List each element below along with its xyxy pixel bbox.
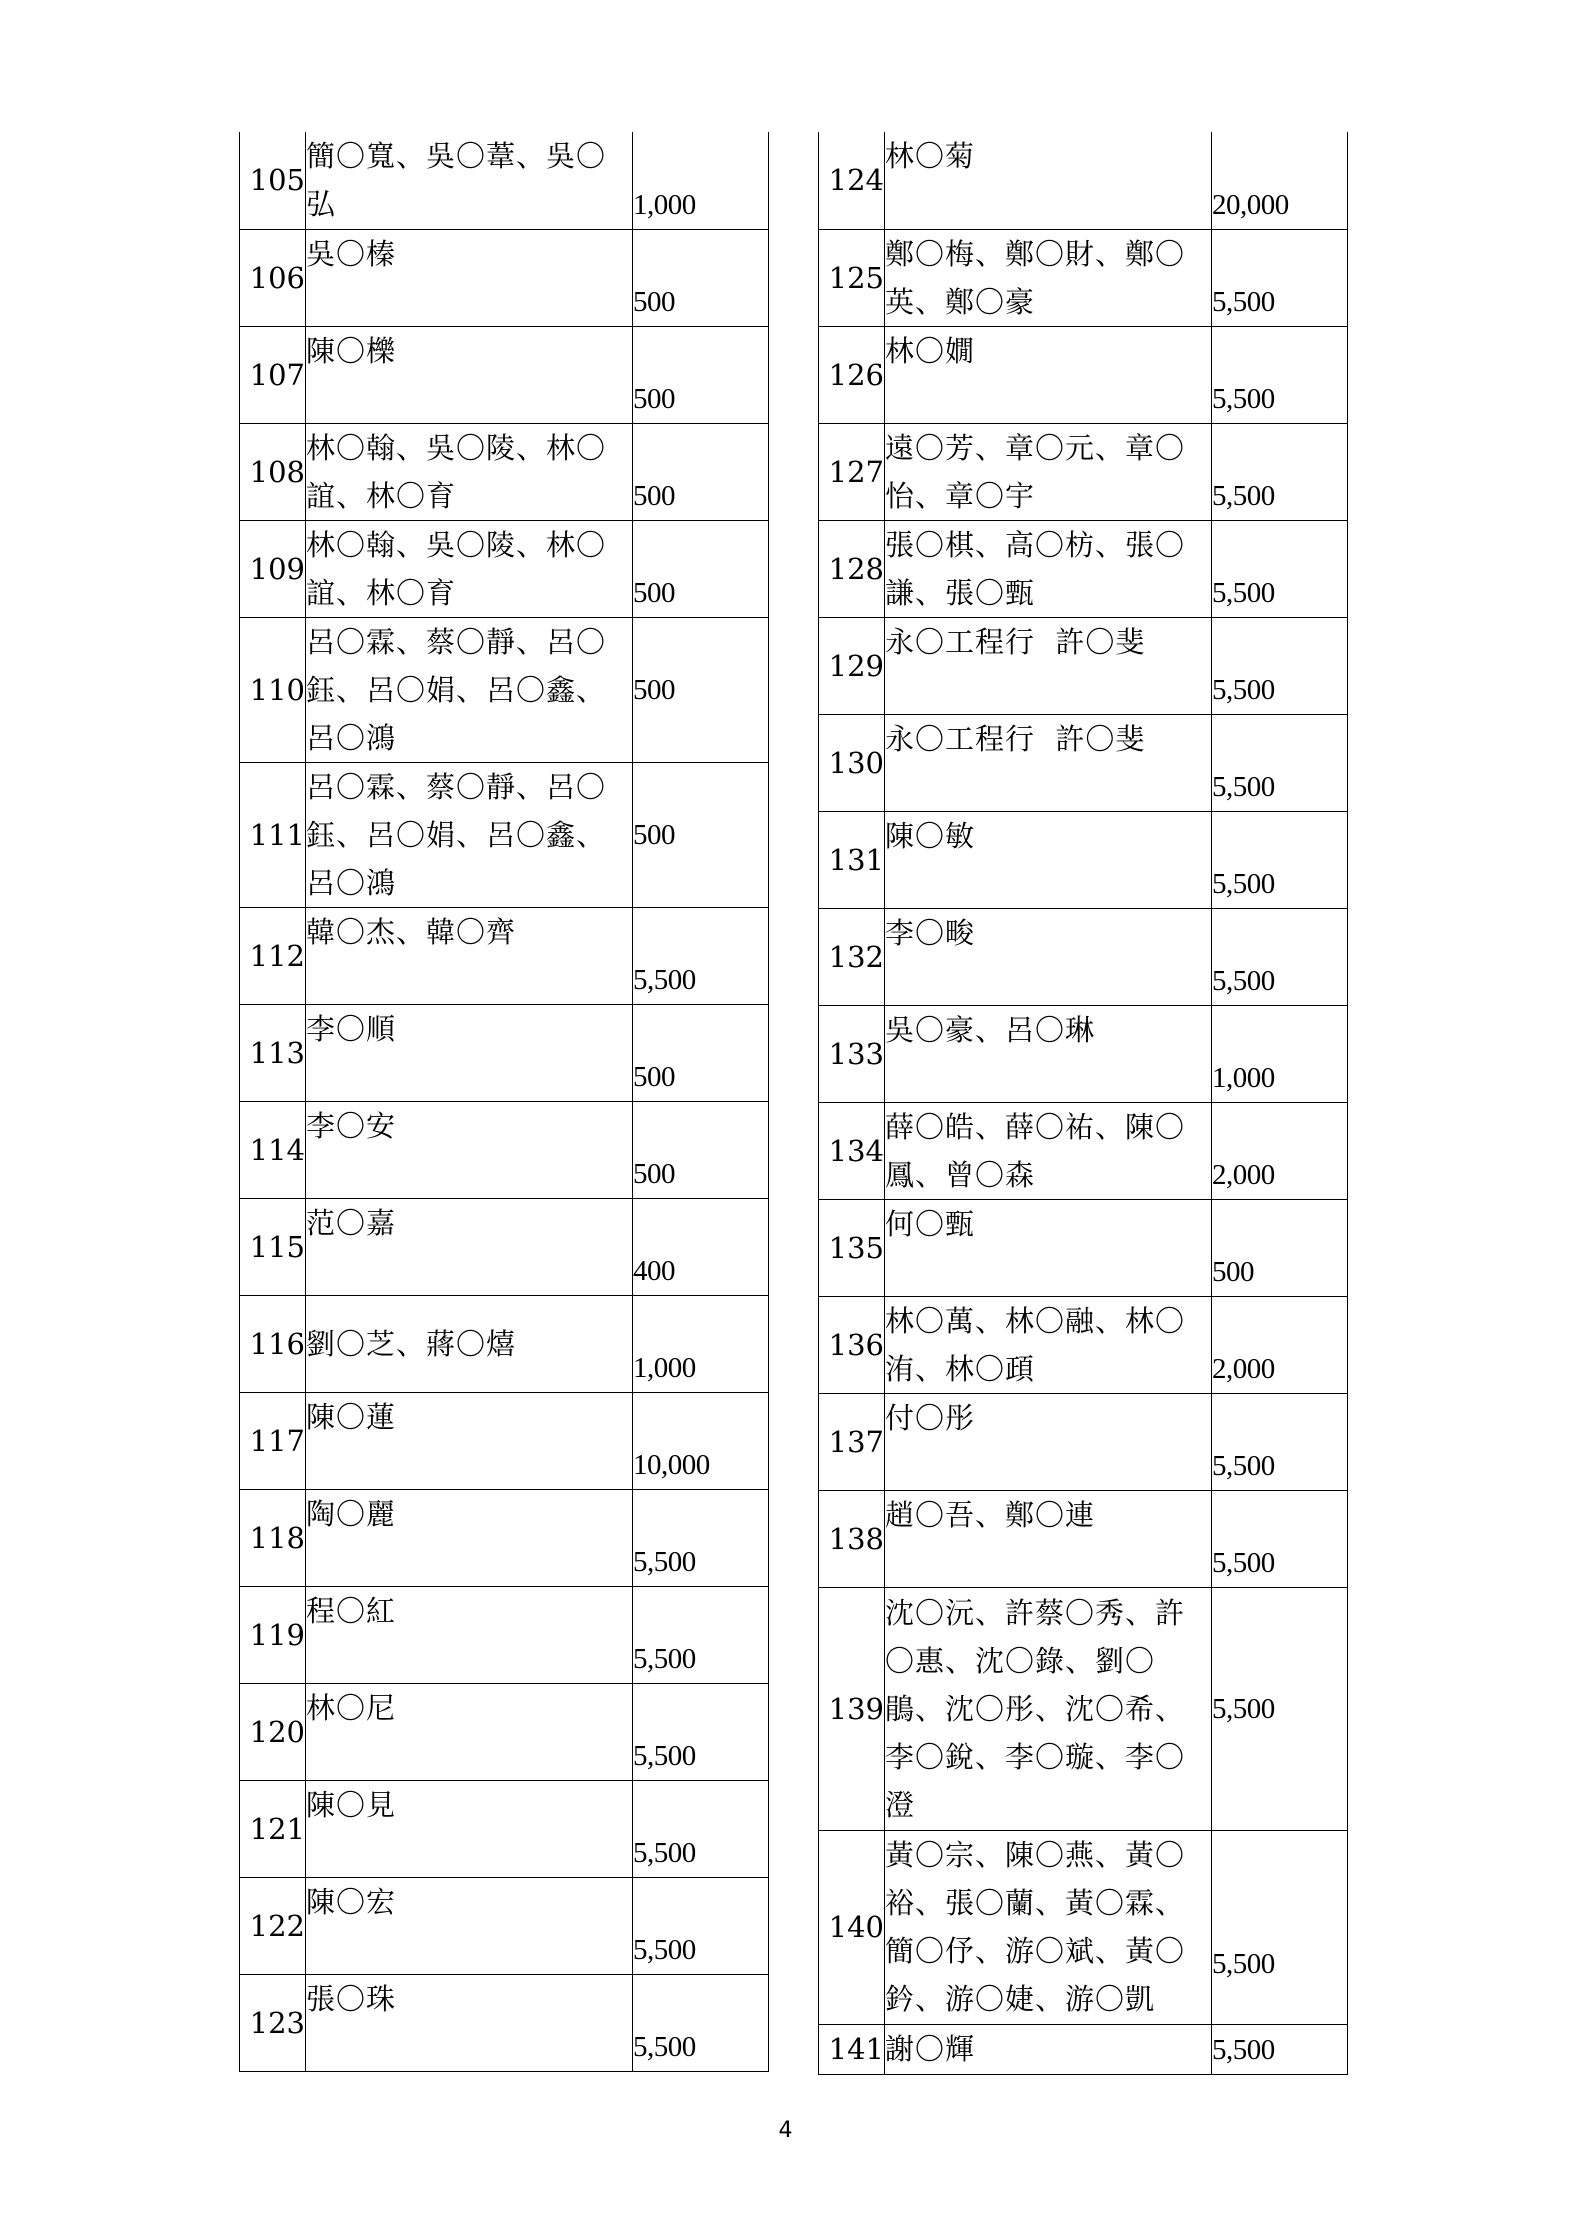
donation-amount <box>633 423 769 520</box>
table-row <box>819 520 1348 617</box>
donor-names-text: 李〇安 <box>306 1108 397 1143</box>
donation-amount <box>633 326 769 423</box>
donation-amount <box>633 907 769 1004</box>
donation-amount-text: 1,000 <box>633 1351 696 1384</box>
table-row <box>240 1780 769 1877</box>
table-row <box>240 1489 769 1586</box>
donor-names <box>306 907 633 1004</box>
donor-names <box>885 811 1212 908</box>
row-number: 128 <box>819 520 885 617</box>
row-number: 125 <box>819 229 885 326</box>
row-number: 127 <box>819 423 885 520</box>
donor-names <box>885 1830 1212 2024</box>
donor-names-text: 吳〇豪、呂〇琳 <box>885 1012 1096 1047</box>
donor-names <box>885 132 1212 229</box>
table-row <box>240 1295 769 1392</box>
donor-names-text: 程〇紅 <box>306 1593 397 1628</box>
donation-amount-text: 5,500 <box>1212 1449 1275 1482</box>
donor-names <box>306 1877 633 1974</box>
table-row <box>240 1683 769 1780</box>
donation-amount-text: 500 <box>633 1060 675 1093</box>
row-number: 122 <box>240 1877 306 1974</box>
row-number: 123 <box>240 1974 306 2071</box>
donation-amount-text: 5,500 <box>1212 2033 1275 2066</box>
donor-names <box>885 1587 1212 1830</box>
donor-names <box>885 617 1212 714</box>
table-row <box>819 1490 1348 1587</box>
donation-amount <box>633 1780 769 1877</box>
row-number: 131 <box>819 811 885 908</box>
donor-names <box>306 1004 633 1101</box>
donor-table-right <box>818 132 1348 2075</box>
donor-names <box>885 520 1212 617</box>
donation-amount-text: 2,000 <box>1212 1352 1275 1385</box>
row-number: 120 <box>240 1683 306 1780</box>
table-row <box>819 1199 1348 1296</box>
table-row <box>819 132 1348 229</box>
donor-names-text: 呂〇霖、蔡〇靜、呂〇 鈺、呂〇娟、呂〇鑫、 呂〇鴻 <box>306 624 607 755</box>
donation-amount-text: 5,500 <box>1212 479 1275 512</box>
donor-names-text: 陳〇敏 <box>885 818 976 853</box>
donation-amount-text: 5,500 <box>633 2030 696 2063</box>
donation-amount-text: 5,500 <box>633 1836 696 1869</box>
donation-amount-text: 500 <box>633 479 675 512</box>
donation-amount-text: 400 <box>633 1254 675 1287</box>
donation-amount-text: 5,500 <box>1212 1546 1275 1579</box>
donation-amount <box>633 1586 769 1683</box>
table-row <box>819 908 1348 1005</box>
donor-names-text: 陳〇蓮 <box>306 1399 397 1434</box>
donor-names-text: 韓〇杰、韓〇齊 <box>306 914 517 949</box>
donation-amount <box>633 1683 769 1780</box>
row-number: 114 <box>240 1101 306 1198</box>
donor-names-text: 林〇菊 <box>885 139 976 173</box>
donation-amount-text: 5,500 <box>633 963 696 996</box>
donation-amount-text: 5,500 <box>1212 1947 1275 1980</box>
donation-amount <box>1212 714 1348 811</box>
donation-amount <box>633 1877 769 1974</box>
donation-amount <box>1212 1296 1348 1393</box>
donation-amount <box>1212 1490 1348 1587</box>
donation-amount-text: 5,500 <box>1212 382 1275 415</box>
donation-amount-text: 5,500 <box>1212 1693 1275 1725</box>
donation-amount <box>1212 908 1348 1005</box>
donor-names <box>885 1199 1212 1296</box>
row-number: 121 <box>240 1780 306 1877</box>
donation-amount-text: 5,500 <box>1212 576 1275 609</box>
row-number: 130 <box>819 714 885 811</box>
row-number: 111 <box>240 762 306 907</box>
table-row <box>819 1102 1348 1199</box>
row-number: 107 <box>240 326 306 423</box>
donor-table-left <box>239 132 769 2072</box>
table-row <box>240 1586 769 1683</box>
donation-amount-text: 5,500 <box>1212 673 1275 706</box>
donor-names-text: 陳〇見 <box>306 1787 397 1822</box>
donation-amount-text: 500 <box>633 819 675 851</box>
donor-names <box>885 1296 1212 1393</box>
donation-amount <box>1212 1393 1348 1490</box>
donation-amount <box>1212 811 1348 908</box>
donor-names-text: 李〇畯 <box>885 915 976 950</box>
table-row <box>240 907 769 1004</box>
row-number: 138 <box>819 1490 885 1587</box>
donation-amount <box>633 762 769 907</box>
donation-amount-text: 5,500 <box>633 1545 696 1578</box>
table-row <box>819 714 1348 811</box>
donor-names-text: 黃〇宗、陳〇燕、黃〇 裕、張〇蘭、黃〇霖、 簡〇伃、游〇斌、黃〇 鈐、游〇婕、游〇凱 <box>885 1838 1186 2016</box>
table-row <box>819 326 1348 423</box>
donor-names <box>306 1198 633 1295</box>
donor-names-text: 永〇工程行 許〇斐 <box>885 624 1146 659</box>
donation-amount-text: 20,000 <box>1212 188 1289 221</box>
donor-names <box>306 1392 633 1489</box>
donor-names <box>885 908 1212 1005</box>
donation-amount-text: 2,000 <box>1212 1158 1275 1191</box>
donation-amount-text: 500 <box>633 382 675 415</box>
donation-amount <box>633 229 769 326</box>
donor-names <box>885 1102 1212 1199</box>
table-row <box>240 520 769 617</box>
donor-names-text: 何〇甄 <box>885 1206 976 1241</box>
row-number: 113 <box>240 1004 306 1101</box>
donation-amount-text: 5,500 <box>1212 770 1275 803</box>
table-row <box>819 423 1348 520</box>
donor-names <box>306 326 633 423</box>
donor-names-text: 林〇尼 <box>306 1690 397 1725</box>
row-number: 108 <box>240 423 306 520</box>
donation-amount-text: 5,500 <box>633 1739 696 1772</box>
table-row <box>240 1004 769 1101</box>
row-number: 124 <box>819 132 885 229</box>
donor-names <box>885 1005 1212 1102</box>
table-row <box>240 326 769 423</box>
table-row <box>819 1587 1348 1830</box>
row-number: 135 <box>819 1199 885 1296</box>
donor-names <box>306 132 633 229</box>
table-row <box>240 1392 769 1489</box>
donor-names-text: 薛〇皓、薛〇祐、陳〇 鳳、曾〇森 <box>885 1109 1186 1192</box>
donation-amount-text: 5,500 <box>1212 285 1275 318</box>
donor-names-text: 李〇順 <box>306 1011 397 1046</box>
table-row <box>819 229 1348 326</box>
donor-names <box>306 520 633 617</box>
donor-names-text: 陳〇宏 <box>306 1884 397 1919</box>
donation-amount <box>1212 617 1348 714</box>
donor-names-text: 陶〇麗 <box>306 1496 397 1531</box>
donor-names <box>306 1295 633 1392</box>
donor-names <box>306 1489 633 1586</box>
donor-names-text: 林〇翰、吳〇陵、林〇 誼、林〇育 <box>306 430 607 513</box>
donation-amount-text: 5,500 <box>633 1933 696 1966</box>
donor-names <box>306 617 633 762</box>
donor-names <box>885 229 1212 326</box>
donation-amount <box>1212 326 1348 423</box>
table-row <box>819 1296 1348 1393</box>
table-row <box>819 1830 1348 2024</box>
donation-amount-text: 10,000 <box>633 1448 710 1481</box>
donation-amount <box>1212 229 1348 326</box>
donor-names <box>885 714 1212 811</box>
donor-names-text: 呂〇霖、蔡〇靜、呂〇 鈺、呂〇娟、呂〇鑫、 呂〇鴻 <box>306 769 607 900</box>
donation-amount <box>1212 1587 1348 1830</box>
donor-names-text: 劉〇芝、蔣〇熺 <box>306 1326 517 1361</box>
table-row <box>240 1974 769 2071</box>
donor-names-text: 永〇工程行 許〇斐 <box>885 721 1146 756</box>
donation-amount <box>633 1392 769 1489</box>
table-row <box>819 617 1348 714</box>
donor-names <box>306 1974 633 2071</box>
row-number: 116 <box>240 1295 306 1392</box>
table-row <box>240 132 769 229</box>
table-row <box>240 229 769 326</box>
donor-names-text: 沈〇沅、許蔡〇秀、許 〇惠、沈〇錄、劉〇 鵑、沈〇彤、沈〇希、 李〇銳、李〇璇、李〇 澄 <box>885 1595 1186 1822</box>
donation-amount <box>1212 423 1348 520</box>
donor-names <box>306 762 633 907</box>
donor-names-text: 吳〇榛 <box>306 236 397 271</box>
table-row <box>240 1198 769 1295</box>
donor-names-text: 張〇珠 <box>306 1981 397 2016</box>
donor-names <box>306 1780 633 1877</box>
table-row <box>240 617 769 762</box>
donation-amount <box>633 617 769 762</box>
row-number: 109 <box>240 520 306 617</box>
table-row <box>240 1877 769 1974</box>
donation-amount <box>1212 132 1348 229</box>
donation-amount <box>633 1004 769 1101</box>
row-number: 134 <box>819 1102 885 1199</box>
donation-amount-text: 500 <box>633 576 675 609</box>
donation-amount <box>633 520 769 617</box>
donation-amount-text: 500 <box>633 285 675 318</box>
donor-names-text: 陳〇櫟 <box>306 333 397 368</box>
row-number: 126 <box>819 326 885 423</box>
donor-names-text: 張〇棋、高〇枋、張〇 謙、張〇甄 <box>885 527 1186 610</box>
row-number: 105 <box>240 132 306 229</box>
donor-names <box>306 1683 633 1780</box>
donor-names-text: 謝〇輝 <box>885 2032 976 2066</box>
donor-names <box>306 1586 633 1683</box>
table-row <box>819 2024 1348 2074</box>
donor-names <box>885 1393 1212 1490</box>
row-number: 133 <box>819 1005 885 1102</box>
donation-amount-text: 5,500 <box>1212 867 1275 900</box>
table-row <box>819 1005 1348 1102</box>
row-number: 129 <box>819 617 885 714</box>
donation-amount <box>633 132 769 229</box>
donor-names-text: 付〇彤 <box>885 1400 976 1435</box>
donor-names <box>306 229 633 326</box>
row-number: 115 <box>240 1198 306 1295</box>
donor-names-text: 林〇萬、林〇融、林〇 洧、林〇頙 <box>885 1303 1186 1386</box>
row-number: 136 <box>819 1296 885 1393</box>
donor-names-text: 趙〇吾、鄭〇連 <box>885 1497 1096 1532</box>
donation-amount-text: 5,500 <box>633 1642 696 1675</box>
donor-names <box>885 423 1212 520</box>
row-number: 141 <box>819 2024 885 2074</box>
row-number: 106 <box>240 229 306 326</box>
donation-amount <box>633 1198 769 1295</box>
donation-amount-text: 500 <box>1212 1255 1254 1288</box>
row-number: 140 <box>819 1830 885 2024</box>
donation-amount <box>1212 1199 1348 1296</box>
donation-amount-text: 5,500 <box>1212 964 1275 997</box>
donor-names <box>306 1101 633 1198</box>
donor-names <box>306 423 633 520</box>
donation-amount <box>1212 520 1348 617</box>
table-row <box>819 1393 1348 1490</box>
donation-amount <box>1212 1005 1348 1102</box>
row-number: 110 <box>240 617 306 762</box>
donation-amount <box>633 1101 769 1198</box>
table-row <box>240 762 769 907</box>
donation-amount <box>1212 1830 1348 2024</box>
donor-names-text: 簡〇寬、吳〇葦、吳〇 弘 <box>306 139 607 222</box>
table-row <box>240 1101 769 1198</box>
row-number: 137 <box>819 1393 885 1490</box>
table-row <box>819 811 1348 908</box>
donation-amount-text: 500 <box>633 674 675 706</box>
page-number: 4 <box>778 2118 793 2143</box>
donation-amount-text: 500 <box>633 1157 675 1190</box>
donor-names <box>885 326 1212 423</box>
donor-names-text: 遠〇芳、章〇元、章〇 怡、章〇宇 <box>885 430 1186 513</box>
donor-names <box>885 2024 1212 2074</box>
donation-amount <box>633 1974 769 2071</box>
row-number: 112 <box>240 907 306 1004</box>
row-number: 132 <box>819 908 885 1005</box>
donation-amount <box>633 1295 769 1392</box>
donation-amount-text: 1,000 <box>1212 1061 1275 1094</box>
donor-names-text: 林〇嫺 <box>885 333 976 368</box>
donor-names-text: 林〇翰、吳〇陵、林〇 誼、林〇育 <box>306 527 607 610</box>
table-row <box>240 423 769 520</box>
row-number: 117 <box>240 1392 306 1489</box>
donor-names-text: 范〇嘉 <box>306 1205 397 1240</box>
donation-amount <box>1212 2024 1348 2074</box>
row-number: 139 <box>819 1587 885 1830</box>
donor-names-text: 鄭〇梅、鄭〇財、鄭〇 英、鄭〇豪 <box>885 236 1186 319</box>
row-number: 118 <box>240 1489 306 1586</box>
donation-amount <box>1212 1102 1348 1199</box>
row-number: 119 <box>240 1586 306 1683</box>
donor-names <box>885 1490 1212 1587</box>
donation-amount <box>633 1489 769 1586</box>
donation-amount-text: 1,000 <box>633 188 696 221</box>
